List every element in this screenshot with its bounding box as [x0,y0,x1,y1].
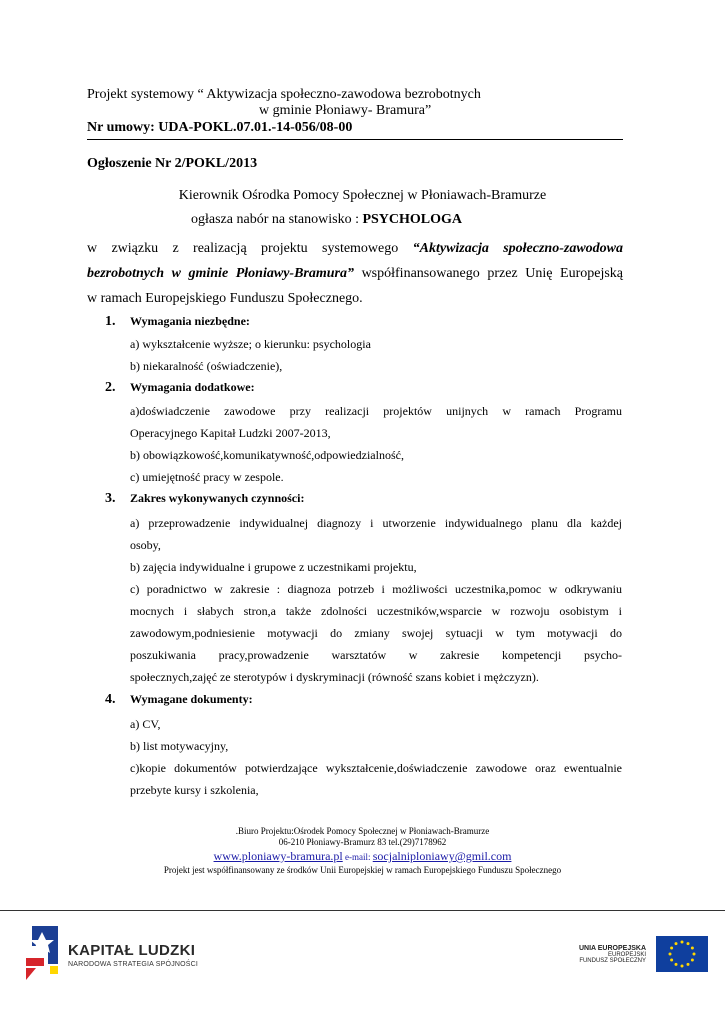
recruitment-line [191,212,462,228]
section-1-items [130,333,622,377]
eu-star-icon [687,942,690,945]
intro-text-1a: w związku z realizacją projektu systemowego [87,241,413,256]
section-4-items [130,713,622,801]
kapital-ludzki-subtitle: NARODOWA STRATEGIA SPÓJNOŚCI [68,961,199,968]
section-2-heading [105,380,623,396]
eu-fund-line2: FUNDUSZ SPOŁECZNY [579,957,646,964]
email-label: e-mail: [342,852,373,862]
list-item: poszukiwania pracy,prowadzenie warsztatów w zakresie kompetencji psycho- [130,648,622,662]
intro-project-name-b: bezrobotnych w gminie Płoniawy-Bramura” [87,266,354,281]
eu-star-icon [681,965,684,968]
header-divider [87,139,623,140]
list-item: b) list motywacyjny, [130,739,229,753]
section-3-number: 3. [105,491,116,506]
eu-star-icon [693,953,696,956]
list-item: a)doświadczenie zawodowe przy realizacji projektów unijnych w ramach Programu [130,404,622,418]
contract-number: Nr umowy: UDA-POKL.07.01.-14-056/08-00 [87,120,353,135]
list-item: b) niekaralność (oświadczenie), [130,359,283,373]
project-title-line2: w gminie Płoniawy- Bramura” [259,103,432,118]
intro-text-2b: współfinansowanego przez Unię Europejską [353,266,623,281]
eu-star-icon [670,947,673,950]
project-title-line1: Projekt systemowy “ Aktywizacja społeczno-zawodowa bezrobotnych [87,87,481,102]
list-item: Operacyjnego Kapitał Ludzki 2007-2013, [130,426,331,440]
eu-star-icon [669,953,672,956]
intro-project-name-a: “Aktywizacja społeczno-zawodowa [412,241,623,256]
list-item: a) przeprowadzenie indywidualnej diagnozy i utworzenie indywidualnego planu dla każdej [130,516,622,530]
eu-star-icon [675,942,678,945]
eu-logo [548,932,708,976]
kapital-ludzki-emblem-icon [22,924,62,986]
list-item: przebyte kursy i szkolenia, [130,783,259,797]
section-1-heading [105,314,623,330]
eu-star-icon [670,959,673,962]
eu-star-icon [691,947,694,950]
email-link[interactable]: socjalniploniawy@gmil.com [372,849,512,863]
section-2-number: 2. [105,380,116,395]
list-item: mocnych i słabych stron,a także zdolności uczestników,wsparcie w rozwoju osobistym i [130,604,622,618]
list-item: zawodowym,podniesienie motywacji do zmiany swojej sytuacji w tym motywacji do [130,626,622,640]
eu-star-icon [687,963,690,966]
list-item: społecznych,zajęć ze sterotypów i dyskryminacji (równość szans kobiet i mężczyzn). [130,670,539,684]
section-3-title: Zakres wykonywanych czynności: [130,491,305,505]
list-item: a) CV, [130,717,161,731]
section-1-title: Wymagania niezbędne: [130,314,250,328]
eu-star-icon [675,963,678,966]
intro-line-3: w ramach Europejskiego Funduszu Społecznego. [87,291,363,306]
kapital-ludzki-title: KAPITAŁ LUDZKI [68,942,196,959]
footer-cofinancing-note: Projekt jest współfinansowany ze środków Unii Europejskiej w ramach Europejskiego Funduszu Społecznego [163,865,562,875]
intro-line-1 [87,236,623,261]
intro-paragraph [87,236,623,311]
website-link[interactable]: www.ploniawy-bramura.pl [213,849,343,863]
section-1-number: 1. [105,314,116,329]
list-item: c) umiejętność pracy w zespole. [130,470,284,484]
intro-line-2 [87,261,623,286]
list-item: b) zajęcia indywidualne i grupowe z uczestnikami projektu, [130,560,417,574]
section-4-number: 4. [105,692,116,707]
section-2-items [130,400,622,488]
section-2-title: Wymagania dodatkowe: [130,380,255,394]
list-item: a) wykształcenie wyższe; o kierunku: psychologia [130,337,371,351]
list-item: osoby, [130,538,161,552]
eu-flag-icon [656,936,708,972]
section-3-items [130,512,622,688]
eu-star-icon [681,941,684,944]
announcement-number: Ogłoszenie Nr 2/POKL/2013 [87,156,258,171]
section-4-title: Wymagane dokumenty: [130,692,253,706]
eu-fund-line1: EUROPEJSKI [607,951,646,958]
section-3-heading [105,491,623,507]
footer-contact [0,849,725,864]
eu-title: UNIA EUROPEJSKA [578,944,646,952]
recruitment-prefix: ogłasza nabór na stanowisko : [191,212,363,227]
footer-postal-phone: 06-210 Płoniawy-Bramurz 83 tel.(29)7178962 [278,837,447,847]
position-name: PSYCHOLOGA [362,212,463,227]
list-item: b) obowiązkowość,komunikatywność,odpowiedzialność, [130,448,404,462]
eu-star-icon [691,959,694,962]
list-item: c)kopie dokumentów potwierdzające wykształcenie,doświadczenie zawodowe oraz ewentualnie [130,761,622,775]
list-item: c) poradnictwo w zakresie : diagnoza potrzeb i możliwości uczestnika,pomoc w odkrywaniu [130,582,622,596]
director-line: Kierownik Ośrodka Pomocy Społecznej w Płoniawach-Bramurze [178,188,547,203]
footer-office-address: .Biuro Projektu:Ośrodek Pomocy Społecznej w Płoniawach-Bramurze [235,826,490,836]
logo-bar-divider [0,910,725,911]
kapital-ludzki-logo [22,922,232,988]
section-4-heading [105,692,623,708]
